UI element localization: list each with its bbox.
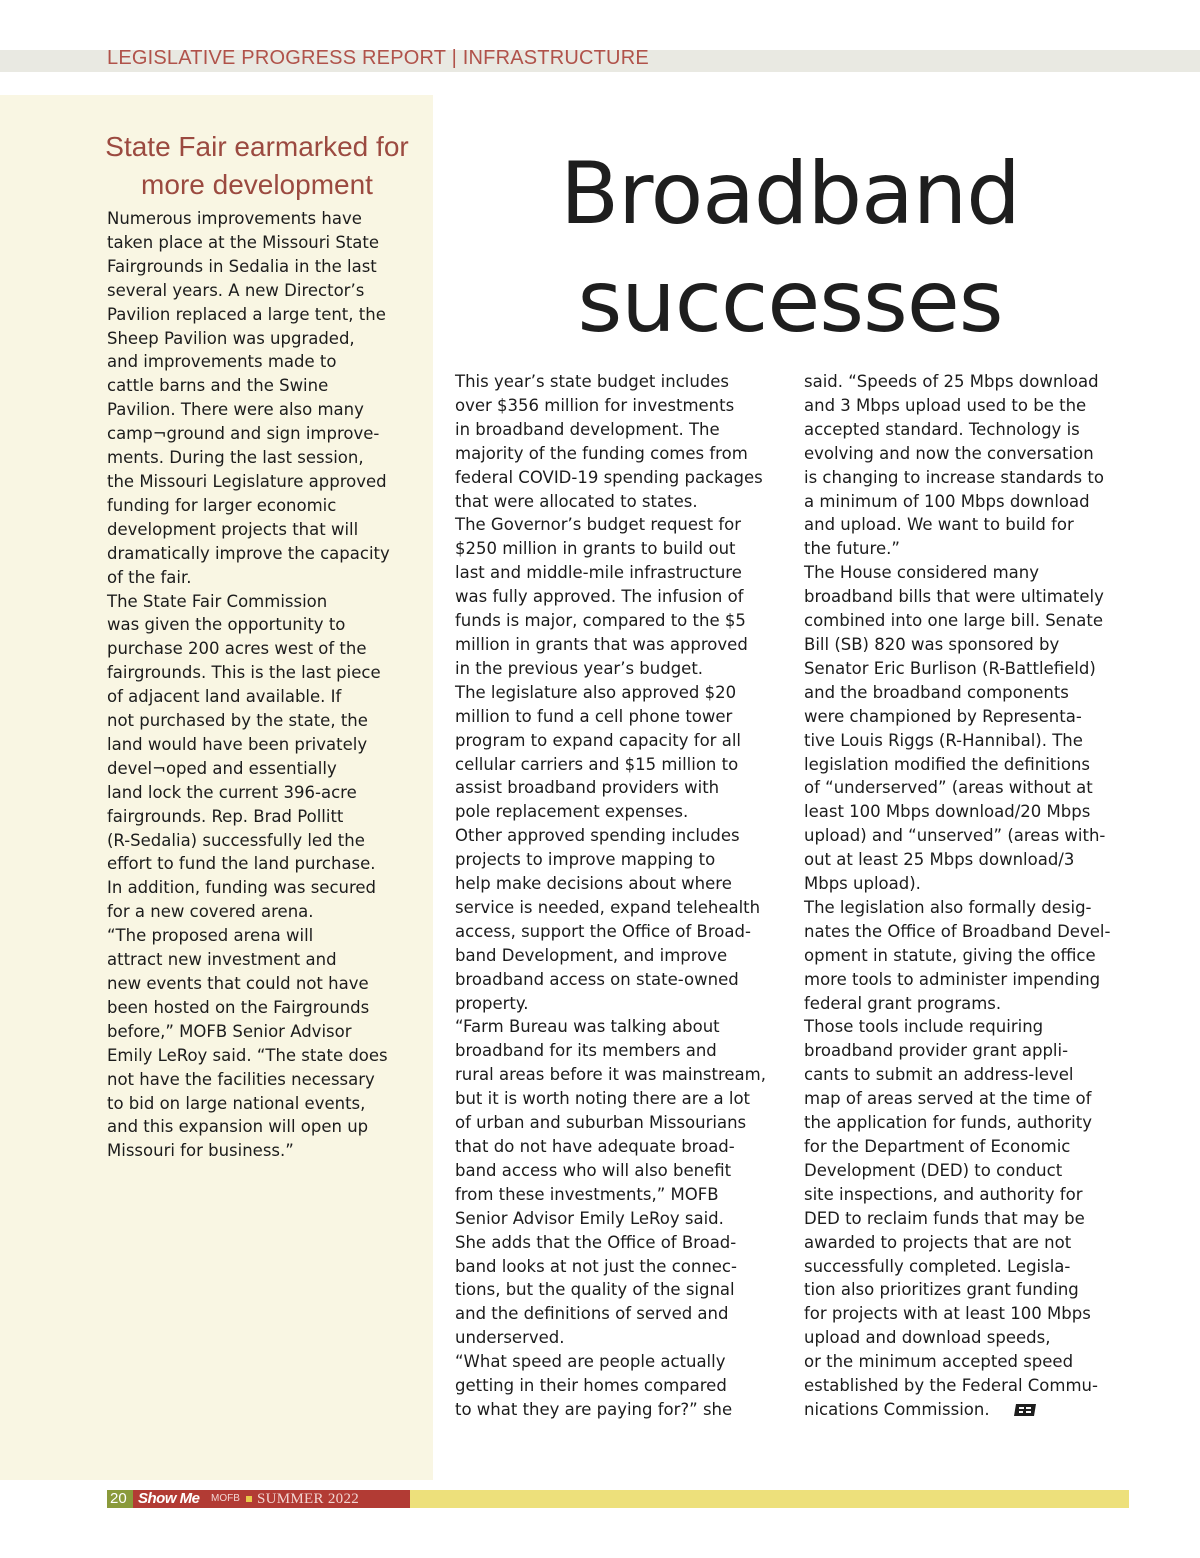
article-column-1: This year’s state budget includes over $356 million for investments in broadband development. The majority of the funding comes from federal COVID-19 spending packages that were allocated to states. The Governor’s budget request for $250 million in grants to build out last and middle-mile infrastructure was fully approved. The infusion of funds is major, compared to the $5 million in grants that was approved in the previous year’s budget. The legislature also approved $20 million to fund a cell phone tower program to expand capacity for all cellular carriers and $15 million to assist broadband providers with pole replacement expenses. Other approved spending includes projects to improve mapping to help make decisions about where service is needed, expand telehealth access, support the Office of Broad- band Development, and improve broadband access on state-owned property. “Farm Bureau was talking about broadband for its members and rural areas before it was mainstream, but it is worth noting there are a lot of urban and suburban Missourians that do not have adequate broad- band access who will also benefit from these investments,” MOFB Senior Advisor Emily LeRoy said. She adds that the Office of Broad- band looks at not just the connec- tions, but the quality of the signal and the definitions of served and underserved. “What speed are people actually getting in their homes compared to what they are paying for?” she <box>455 372 766 1419</box>
magazine-name: Show Me <box>138 1490 200 1507</box>
page-number: 20 <box>110 1490 127 1507</box>
section-header: LEGISLATIVE PROGRESS REPORT | INFRASTRUCTURE <box>107 47 649 69</box>
article-headline: Broadband successes <box>560 144 1020 352</box>
footer-separator-square <box>246 1496 252 1502</box>
article-column-2: said. “Speeds of 25 Mbps download and 3 Mbps upload used to be the accepted standard. Technology is evolving and now the conversation is changing to increase standards to a minimum of 100 Mbps download and upload. We want to build for the future.” The House considered many broadband bills that were ultimately combined into one large bill. Senate Bill (SB) 820 was sponsored by Senator Eric Burlison (R-Battlefield) and the broadband components were championed by Representa- tive Louis Riggs (R-Hannibal). The legislation modified the definitions of “underserved” (areas without at least 100 Mbps download/20 Mbps upload) and “unserved” (areas with- out at least 25 Mbps download/3 Mbps upload). The legislation also formally desig- nates the Office of Broadband Devel- opment in statute, giving the office more tools to administer impending federal grant programs. Those tools include requiring broadband provider grant appli- cants to submit an address-level map of areas served at the time of the application for funds, authority for the Department of Economic Development (DED) to conduct site inspections, and authority for DED to reclaim funds that may be awarded to projects that are not successfully completed. Legisla- tion also prioritizes grant funding for projects with at least 100 Mbps upload and download speeds, or the minimum accepted speed established by the Federal Commu- nications Commission. <box>804 372 1111 1419</box>
issue-date: SUMMER 2022 <box>257 1491 360 1507</box>
footer-yellow-bar <box>410 1490 1129 1508</box>
farm-bureau-logo-icon <box>1013 1403 1037 1417</box>
sidebar-title: State Fair earmarked for more development <box>105 131 409 200</box>
sidebar-body: Numerous improvements have taken place at the Missouri State Fairgrounds in Sedalia in the last several years. A new Director’s Pavilion replaced a large tent, the Sheep Pavilion was upgraded, and improvements made to cattle barns and the Swine Pavilion. There were also many camp¬ground and sign improve- ments. During the last session, the Missouri Legislature approved funding for larger economic development projects that will dramatically improve the capacity of the fair. The State Fair Commission was given the opportunity to purchase 200 acres west of the fairgrounds. This is the last piece of adjacent land available. If not purchased by the state, the land would have been privately devel¬oped and essentially land lock the current 396-acre fairgrounds. Rep. Brad Pollitt (R-Sedalia) successfully led the effort to fund the land purchase. In addition, funding was secured for a new covered arena. “The proposed arena will attract new investment and new events that could not have been hosted on the Fairgrounds before,” MOFB Senior Advisor Emily LeRoy said. “The state does not have the facilities necessary to bid on large national events, and this expansion will open up Missouri for business.” <box>107 209 390 1161</box>
magazine-org: MOFB <box>211 1493 240 1504</box>
